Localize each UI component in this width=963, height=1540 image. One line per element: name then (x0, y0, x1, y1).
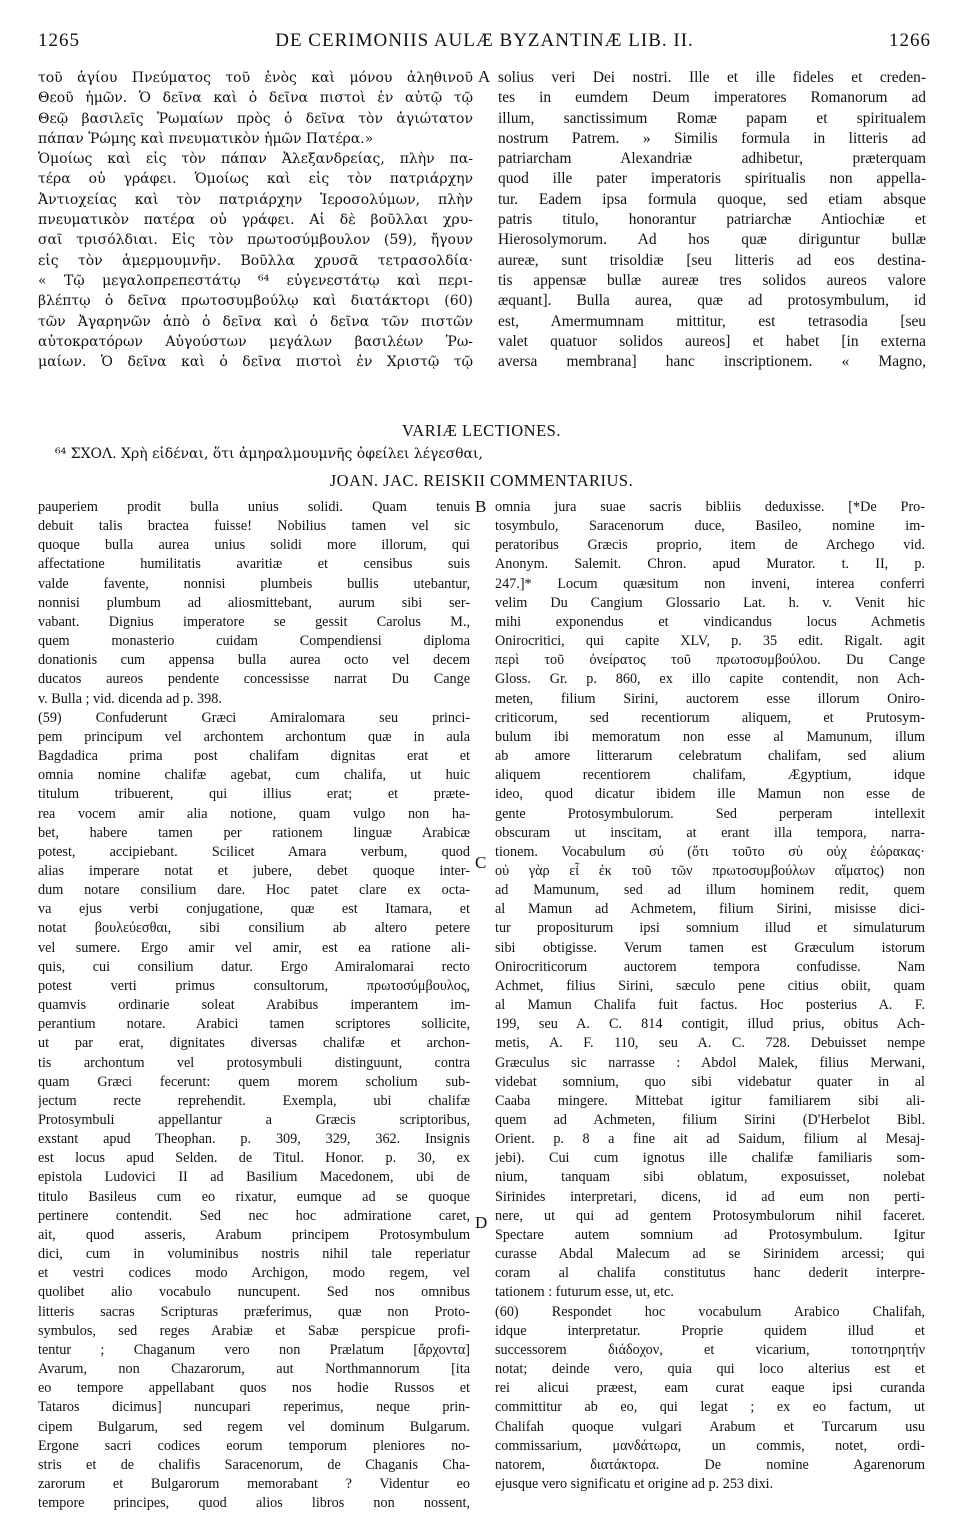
text-line: natorem, διατάκτορα. De nomine Agarenorum (495, 1456, 925, 1473)
text-line: nonnisi plumbum ad aliosmittebant, aurum sibi ser- (38, 594, 470, 611)
text-line: est locus apud Selden. de Titul. Honor. p. 30, ex (38, 1150, 470, 1167)
text-line: obscuram ut inscitam, at erant illa tempora, narra- (495, 824, 925, 841)
text-line: velim Du Cangium Glossario Lat. h. v. Venit hic (495, 594, 925, 611)
text-line: rei alicui præest, eam curat eaque ipsi curanda (495, 1380, 925, 1397)
text-line: jectum recte reprehendit. Exempla, ubi chalifæ (38, 1092, 470, 1109)
text-line: Onirocritici, qui capite XLV, p. 35 edit. Rigalt. agit (495, 633, 925, 650)
text-line: coram al chalifa constitutus hanc dederit interpre- (495, 1265, 925, 1282)
text-line: jebi). Cui cum ignotus ille chalifæ familiaris som- (495, 1150, 925, 1167)
text-line: tosymbulo, Saracenorum duce, Basileo, nomine im- (495, 518, 925, 535)
text-line: potest verti primus consultorum, πρωτοσύμβουλος, (38, 977, 470, 994)
text-line: Ergone sacri codices eorum temporum pleniores no- (38, 1437, 470, 1454)
text-line: valet quatuor solidos aureos] et habet [in externa (498, 332, 926, 350)
text-line: va ejus verbi conjugatione, quæ est Itamara, et (38, 901, 470, 918)
text-line: 199, seu A. C. 814 contigit, illud prius, obitus Ach- (495, 1016, 925, 1033)
text-line: tionem. Vocabulum σύ (ὅτι τοῦτο σὺ οὐχ ἑώρακας· (495, 843, 925, 860)
text-line: epistola Ludovici II ad Basilium Macedonem, ubi de (38, 1169, 470, 1186)
text-line: illum, sanctissimum Romæ papam et spiritualem (498, 109, 926, 127)
text-line: Hierosolymorum. Ad hos quæ diriguntur bullæ (498, 231, 926, 249)
text-line: σαῖ τρισόλδιαι. Εἰς τὸν πρωτοσύμβουλον (59), ἤγουν (38, 232, 473, 249)
text-line: bulum ibi memoratum non esse al Mamunum, illum (495, 728, 925, 745)
text-line: Avarum, non Chazarorum, aut Northmannorum [ita (38, 1361, 470, 1378)
text-line: nostrum Patrem. » Similis formula in litteris ad (498, 129, 926, 147)
text-line: ad Mamunum, sed ad illum hominem redit, quem (495, 882, 925, 899)
commentary-heading: JOAN. JAC. REISKII COMMENTARIUS. (329, 471, 634, 490)
running-header (38, 30, 931, 56)
variae-lectiones-heading: VARIÆ LECTIONES. (402, 421, 561, 440)
text-line: πνευματικὸν πατέρα οὐ γράφει. Αἱ δὲ βοῦλλαι χρυ- (38, 212, 473, 229)
text-line: perantium notare. Arabici tamen scriptores sollicite, (38, 1016, 470, 1033)
text-line: alias imperare notat et jubere, debet quoque inter- (38, 862, 470, 879)
text-line: titulum tribuerent, qui illius erat; et præte- (38, 786, 470, 803)
text-line: meten, filium Sirini, auctorem esse illorum Oniro- (495, 690, 925, 707)
margin-letter-b: B (475, 497, 487, 516)
text-line: patris titulo, honorantur patriarchæ Antiochiæ et (498, 211, 926, 229)
text-line: dum notare consilium dare. Hoc patet clare ex octa- (38, 882, 470, 899)
text-line: metis, A. F. 110, seu A. C. 728. Debuisset nempe (495, 1035, 925, 1052)
text-line: criticorum, sed recentiorum aliquem, et Prutosym- (495, 709, 925, 726)
text-line: pem principum vel archontem archontum quæ in aula (38, 728, 470, 745)
text-line: commissarium, μανδάτωρα, un commis, notet, ordi- (495, 1437, 925, 1454)
text-line: τῶν Ἀγαρηνῶν ἀπὸ ὁ δεῖνα καὶ ὁ δεῖνα τῶν πιστῶν (38, 313, 473, 330)
text-line: notat βουλεύεσθαι, sibi consilium ab altero petere (38, 920, 470, 937)
text-line: exstant apud Theophan. p. 309, 329, 362. Insignis (38, 1131, 470, 1148)
text-line: potest, accipiebant. Scilicet Amara verbum, quod (38, 843, 470, 860)
text-line: Θεοῦ ἡμῶν. Ὁ δεῖνα καὶ ὁ δεῖνα πιστοὶ ἐν αὐτῷ τῷ (38, 90, 473, 107)
text-line: pertinere contendit. Sed nec hoc admiratione caret, (38, 1207, 470, 1224)
text-line: aversa membrana] hanc inscriptionem. « Magno, (498, 353, 926, 371)
margin-letter-d: D (475, 1213, 488, 1232)
text-line: æquant]. Bulla aurea, quæ ad protosymbulum, id (498, 292, 926, 310)
text-line: pauperiem prodit bulla unius solidi. Quam tenuis (38, 499, 470, 515)
commentary-left-column (38, 498, 470, 1513)
text-line: Bagdadica prima post chalifam dignitas erat et (38, 748, 470, 765)
text-line: τοῦ ἁγίου Πνεύματος τοῦ ἑνὸς καὶ μόνου ἀληθινοῦ (38, 70, 473, 86)
text-line: tur. Eadem ipsa formula quoque, sed etiam absque (498, 190, 926, 208)
text-line: ejusque vero significatu et origine ad p. 253 dixi. (495, 1475, 774, 1492)
text-line: debuit talis bractea fuisse! Nobilius tamen vel sic (38, 518, 470, 535)
text-line: valde favente, nonnisi plumbeis bullis utebantur, (38, 575, 470, 592)
text-line: committitur ab eo, qui legat ; ex eo factum, ut (495, 1399, 925, 1416)
text-line: εἰς τὸν ἀμερμουμνῆν. Βοῦλλα χρυσᾶ τετρασολδία· (38, 252, 473, 269)
text-line: stris et de chalifis Saracenorum, de Chaganis Cha- (38, 1456, 470, 1473)
text-line: tes in eumdem Deum imperatores Romanorum ad (498, 89, 926, 107)
text-line: affectatione humilitatis avaritiæ et censibus suis (38, 556, 470, 573)
margin-letter-c: C (475, 853, 487, 872)
text-line: tationem : futurum esse, ut, etc. (495, 1284, 674, 1301)
text-line: gente Protosymbulorum. Sed perperam intellexit (495, 805, 925, 822)
text-line: litteris sacras Scripturas præferimus, quæ non Proto- (38, 1303, 470, 1320)
text-line: (60) Respondet hoc vocabulum Arabico Chalifah, (495, 1303, 925, 1320)
text-line: 247.]* Locum quæsitum non inveni, interea conferri (495, 575, 925, 592)
text-line: quolibet alio vocabulo nuncupent. Sed nos omnibus (38, 1284, 470, 1301)
text-line: « Τῷ μεγαλοπρεπεστάτῳ ⁶⁴ εὐγενεστάτῳ καὶ περι- (38, 272, 473, 289)
text-line: v. Bulla ; vid. dicenda ad p. 398. (38, 690, 222, 707)
text-line: Spectare autem somnium ad Protosymbulum. Igitur (495, 1226, 925, 1243)
text-line: quam Græci fecerunt: quem morem scholium sub- (38, 1073, 470, 1090)
text-line: omnia nomine chalifæ agebat, cum chalifa, ut huic (38, 767, 470, 784)
text-line: quod ille pater imperatoris spiritualis non appella- (498, 170, 926, 188)
text-line: et vestri codices modo Archigon, modo regem, vel (38, 1265, 470, 1282)
text-line: successorem διάδοχον, et vicarium, τοποτηρητήν (495, 1341, 925, 1358)
text-line: Protosymbuli appellantur a Græcis scriptoribus, (38, 1112, 470, 1128)
text-line: Caaba mingere. Mittebat igitur familiarem sibi ali- (495, 1092, 925, 1109)
margin-letter-a: A (478, 67, 491, 86)
text-line: Orient. p. 8 a fine ait ad Saidum, filium al Mesaj- (495, 1131, 925, 1148)
text-line: vel sumere. Ergo amir vel amir, est ea ratione ali- (38, 939, 470, 956)
text-line: tempore principes, quod alios libros non nossent, (38, 1495, 470, 1512)
text-line: Anonym. Salemit. Chron. apud Murator. t. II, p. (495, 556, 925, 573)
text-line: tentur ; Chaganum vero non Prælatum [ἄρχοντα] (38, 1341, 470, 1358)
text-line: peratoribus Græcis proprio, item de Archego vid. (495, 537, 925, 554)
page-number-right: 1266 (889, 30, 931, 51)
text-line: est, Amermumnam mittitur, est tetrasodia [seu (498, 312, 926, 330)
text-line: αὐτοκρατόρων Αὐγούστων μεγάλων βασιλέων Ῥω- (38, 333, 473, 350)
page-number-left: 1265 (38, 30, 80, 51)
text-line: (59) Confuderunt Græci Amiralomara seu princi- (38, 709, 470, 726)
text-line: symbulos, sed reges Arabiæ et Sabæ perspicue profi- (38, 1322, 470, 1339)
text-line: Chalifah quoque vulgari Arabum et Turcarum usu (495, 1418, 925, 1435)
text-line: quis, cui consilium datur. Ergo Amiralomarai recto (38, 958, 470, 975)
text-line: mihi exponendus et vindicandus locus Achmetis (495, 613, 925, 630)
text-line: vabant. Dignius imperatore se gessit Carolus M., (38, 613, 470, 630)
text-line: aliquem recentiorem chalifam, Ægyptium, idque (495, 767, 925, 784)
variant-reading-note: ⁶⁴ ΣΧΟΛ. Χρὴ εἰδέναι, ὅτι ἀμηραλμουμνῆς ὀφείλει λέγεσθαι, (55, 446, 483, 462)
text-line: tur propositurum ipsi somnium illud et simulaturum (495, 920, 925, 937)
text-line: πάπαν Ῥώμης καὶ πνευματικὸν ἡμῶν Πατέρα.» (38, 130, 374, 147)
text-line: donationis cum appensa bulla aurea octo vel decem (38, 652, 470, 669)
text-line: bet, habere tamen per rationem linguæ Arabicæ (38, 824, 470, 841)
text-line: nere, ut qui ad gentem Protosymbulorum nihil faceret. (495, 1207, 925, 1224)
text-line: Onirocriticorum auctorem tempora confudisse. Nam (495, 958, 925, 975)
text-line: ducatos aureos pendente concessisse narrat Du Cange (38, 671, 470, 688)
text-line: Ὁμοίως καὶ εἰς τὸν πάπαν Ἀλεξανδρείας, πλὴν πα- (38, 151, 473, 168)
text-line: quoque bulla aurea unius solidi more illorum, qui (38, 537, 470, 554)
text-line: rea vocem amir alia notione, quam vulgo non ha- (38, 805, 470, 822)
text-line: videbat somnium, quo sibi videbatur quater in al (495, 1073, 925, 1090)
text-line: tis appensæ bullæ aureæ tres solidos aureos valore (498, 271, 926, 289)
text-line: Θεῷ βασιλεῖς Ῥωμαίων πρὸς ὁ δεῖνα τὸν ἁγιώτατον (38, 110, 473, 127)
text-line: Græculus sic narrasse : Abdol Malek, filius Merwani, (495, 1054, 925, 1071)
text-line: aureæ, sunt trisoldiæ [seu litteris ad eos destina- (498, 251, 926, 269)
text-line: patriarcham Alexandriæ adhibetur, præterquam (498, 150, 926, 168)
text-line: περὶ τοῦ ὀνείρατος τοῦ πρωτοσυμβούλου. Du Cange (495, 652, 925, 669)
text-line: titulo Basileus cum eo rixatur, eumque ad se quoque (38, 1188, 470, 1205)
text-line: notat; deinde vero, quia qui loco alterius est et (495, 1361, 925, 1378)
text-line: ideo, quod dicatur ibidem ille Mamun non esse de (495, 786, 925, 803)
text-line: ait, quod asseris, Arabum principem Protosymbulum (38, 1226, 470, 1243)
text-line: quem ad Achmeten, filium Sirini (D'Herbelot Bibl. (495, 1112, 925, 1128)
text-line: cipem Bulgarum, sed regem vel dominum Bulgarum. (38, 1418, 470, 1435)
text-line: solius veri Dei nostri. Ille et ille fideles et creden- (498, 69, 926, 86)
commentary-right-column (495, 498, 925, 1494)
text-line: al Mamun ad Achmetem, filium Sirini, misisse dici- (495, 901, 925, 918)
text-line: zarorum et Bulgarorum memorabant ? Videntur eo (38, 1475, 470, 1492)
text-line: Achmet, filius Sirini, sæculo pene citius obiit, quam (495, 977, 925, 994)
greek-text-column (38, 68, 473, 372)
text-line: οὐ γὰρ εἶ ἐκ τοῦ τῶν πρωτοσυμβούλων αἵματος) non (495, 862, 925, 879)
text-line: Gloss. Gr. p. 860, ex illo capite contendit, non Ach- (495, 671, 925, 688)
running-title: DE CERIMONIIS AULÆ BYZANTINÆ LIB. II. (275, 30, 694, 51)
text-line: omnia jura suae sacris bibliis deduxisse. [*De Pro- (495, 499, 925, 515)
text-line: dici, cum in voluminibus nostris nihil tale reperiatur (38, 1246, 470, 1263)
text-line: Sirinides interpretari, dicens, id ad eum non perti- (495, 1188, 925, 1205)
text-line: al Mamun Chalifa fuit factus. Hoc posterius A. F. (495, 997, 925, 1014)
text-line: nium, tanquam sibi oblatum, exposuisset, nolebat (495, 1169, 925, 1186)
text-line: ab amore litterarum celebratum chalifam, sed alium (495, 748, 925, 765)
text-line: quem monasterio cuidam Compendiensi diploma (38, 633, 470, 650)
text-line: curasse Abdal Malecum ad se Sirinidem arcessi; qui (495, 1246, 925, 1263)
text-line: Ἀντιοχείας καὶ τὸν πατριάρχην Ἱεροσολύμων, πλὴν (38, 191, 473, 208)
text-line: idque interpretatur. Proprie quidem illud et (495, 1322, 925, 1339)
text-line: eo tempore appellabant quos nos hodie Russos et (38, 1380, 470, 1397)
text-line: Tataros dicimus] nuncupari reperimus, neque prin- (38, 1399, 470, 1416)
text-line: quamvis ordinarie soleat Arabibus imperantem im- (38, 997, 470, 1014)
text-line: μαίων. Ὁ δεῖνα καὶ ὁ δεῖνα πιστοὶ ἐν Χριστῷ τῷ (38, 354, 473, 371)
text-line: tis archontum vel protosymbuli distinguunt, contra (38, 1054, 470, 1071)
text-line: ut par erat, dignitates diversas chalifæ et archon- (38, 1035, 470, 1052)
text-line: τέρα οὐ γράφει. Ὁμοίως καὶ εἰς τὸν πατριάρχην (38, 171, 473, 188)
text-line: βλέπτῳ ὁ δεῖνα πρωτοσυμβούλῳ καὶ διατάκτορι (60) (38, 293, 473, 310)
latin-translation-column (498, 68, 926, 372)
text-line: sibi obtigisse. Verum tamen est Græculum istorum (495, 939, 925, 956)
